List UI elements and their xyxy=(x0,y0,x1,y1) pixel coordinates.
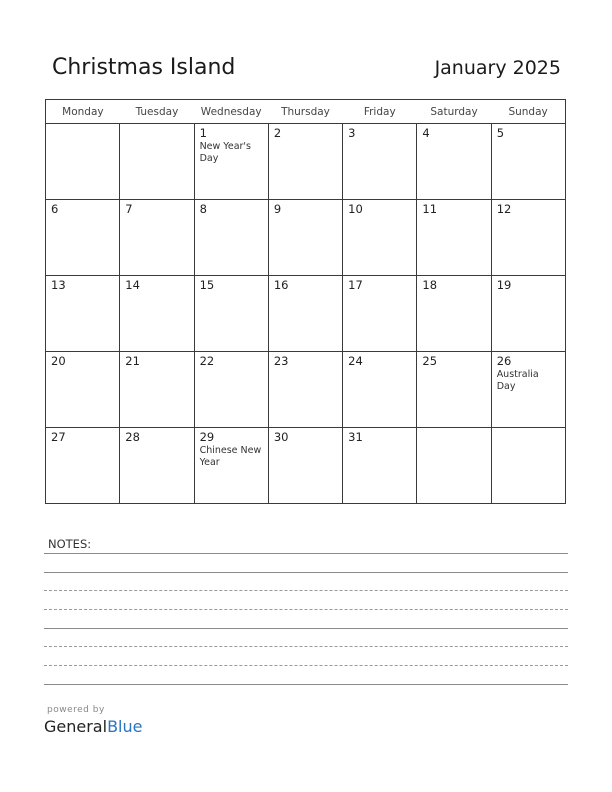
calendar-day-cell xyxy=(194,428,268,504)
calendar-month-title: January 2025 xyxy=(434,57,561,79)
day-number: 15 xyxy=(199,278,215,292)
calendar-day-cell xyxy=(268,276,342,352)
calendar-day-cell xyxy=(194,352,268,428)
calendar-day-cell xyxy=(417,352,491,428)
notes-label: NOTES: xyxy=(48,537,92,551)
day-number: 6 xyxy=(51,202,59,216)
weekday-header: Sunday xyxy=(491,100,565,124)
weekday-header: Wednesday xyxy=(194,100,268,124)
day-number: 1 xyxy=(199,126,207,140)
weekday-header: Friday xyxy=(343,100,417,124)
day-number: 22 xyxy=(199,354,215,368)
holiday-label: New Year's Day xyxy=(199,141,251,164)
calendar-day-cell xyxy=(491,352,565,428)
weekday-header: Thursday xyxy=(268,100,342,124)
day-number: 30 xyxy=(273,430,289,444)
day-number: 29 xyxy=(199,430,215,444)
calendar-week-row xyxy=(46,352,566,428)
day-number: 26 xyxy=(496,354,512,368)
calendar-body xyxy=(46,124,566,504)
calendar-week-row xyxy=(46,124,566,200)
day-number: 31 xyxy=(348,430,363,444)
day-number: 27 xyxy=(51,430,66,444)
calendar-day-cell xyxy=(46,428,120,504)
calendar-day-cell xyxy=(46,352,120,428)
day-number: 9 xyxy=(273,202,282,216)
notes-line xyxy=(44,646,568,647)
calendar-day-cell xyxy=(120,428,194,504)
calendar-day-cell xyxy=(343,428,417,504)
notes-line xyxy=(44,628,568,629)
calendar-day-cell xyxy=(343,352,417,428)
day-number: 25 xyxy=(422,354,438,368)
notes-line xyxy=(44,572,568,573)
day-number: 13 xyxy=(51,278,66,292)
powered-by-label: powered by xyxy=(47,705,105,715)
day-number: 20 xyxy=(51,354,66,368)
calendar-day-cell xyxy=(268,352,342,428)
day-number: 24 xyxy=(348,354,363,368)
day-number: 7 xyxy=(125,202,133,216)
calendar-day-cell xyxy=(194,124,268,200)
logo-text-general: General xyxy=(44,717,108,736)
generalblue-logo[interactable] xyxy=(44,717,142,736)
weekday-header: Tuesday xyxy=(120,100,194,124)
calendar-day-cell xyxy=(120,276,194,352)
calendar-day-cell xyxy=(417,200,491,276)
calendar-day-cell xyxy=(491,428,565,504)
day-number: 12 xyxy=(496,202,512,216)
calendar-day-cell xyxy=(343,276,417,352)
day-number: 5 xyxy=(496,126,505,140)
day-number: 8 xyxy=(199,202,207,216)
notes-line xyxy=(44,665,568,666)
day-number: 19 xyxy=(496,278,512,292)
calendar-day-cell xyxy=(268,124,342,200)
calendar-week-row xyxy=(46,200,566,276)
calendar-country-title: Christmas Island xyxy=(52,55,236,80)
calendar-day-cell xyxy=(491,124,565,200)
day-number: 3 xyxy=(348,126,356,140)
calendar-day-cell xyxy=(491,276,565,352)
calendar-day-cell xyxy=(417,428,491,504)
calendar-day-cell xyxy=(46,124,120,200)
holiday-label: Chinese New Year xyxy=(199,445,262,468)
calendar-week-row xyxy=(46,276,566,352)
notes-line xyxy=(44,553,568,554)
day-number: 23 xyxy=(273,354,289,368)
holiday-label: Australia Day xyxy=(496,369,539,392)
calendar-day-cell xyxy=(120,200,194,276)
calendar-grid xyxy=(45,99,566,504)
calendar-day-cell xyxy=(343,200,417,276)
day-number: 17 xyxy=(348,278,363,292)
calendar-day-cell xyxy=(120,352,194,428)
notes-line xyxy=(44,684,568,685)
notes-line xyxy=(44,590,568,591)
calendar-day-cell xyxy=(343,124,417,200)
day-number: 11 xyxy=(422,202,438,216)
day-number: 2 xyxy=(273,126,282,140)
calendar-week-row xyxy=(46,428,566,504)
calendar-day-cell xyxy=(194,276,268,352)
notes-line xyxy=(44,609,568,610)
calendar-day-cell xyxy=(46,200,120,276)
day-number: 21 xyxy=(125,354,140,368)
calendar-day-cell xyxy=(120,124,194,200)
day-number: 28 xyxy=(125,430,140,444)
calendar-day-cell xyxy=(268,200,342,276)
day-number: 10 xyxy=(348,202,363,216)
weekday-header: Saturday xyxy=(417,100,491,124)
logo-text-blue: Blue xyxy=(107,717,143,736)
calendar-day-cell xyxy=(491,200,565,276)
day-number: 18 xyxy=(422,278,438,292)
calendar-day-cell xyxy=(46,276,120,352)
day-number: 16 xyxy=(273,278,289,292)
calendar-day-cell xyxy=(194,200,268,276)
calendar-day-cell xyxy=(417,124,491,200)
day-number: 4 xyxy=(422,126,430,140)
weekday-header-row xyxy=(46,100,566,124)
calendar-day-cell xyxy=(268,428,342,504)
weekday-header: Monday xyxy=(46,100,120,124)
day-number: 14 xyxy=(125,278,140,292)
calendar-day-cell xyxy=(417,276,491,352)
